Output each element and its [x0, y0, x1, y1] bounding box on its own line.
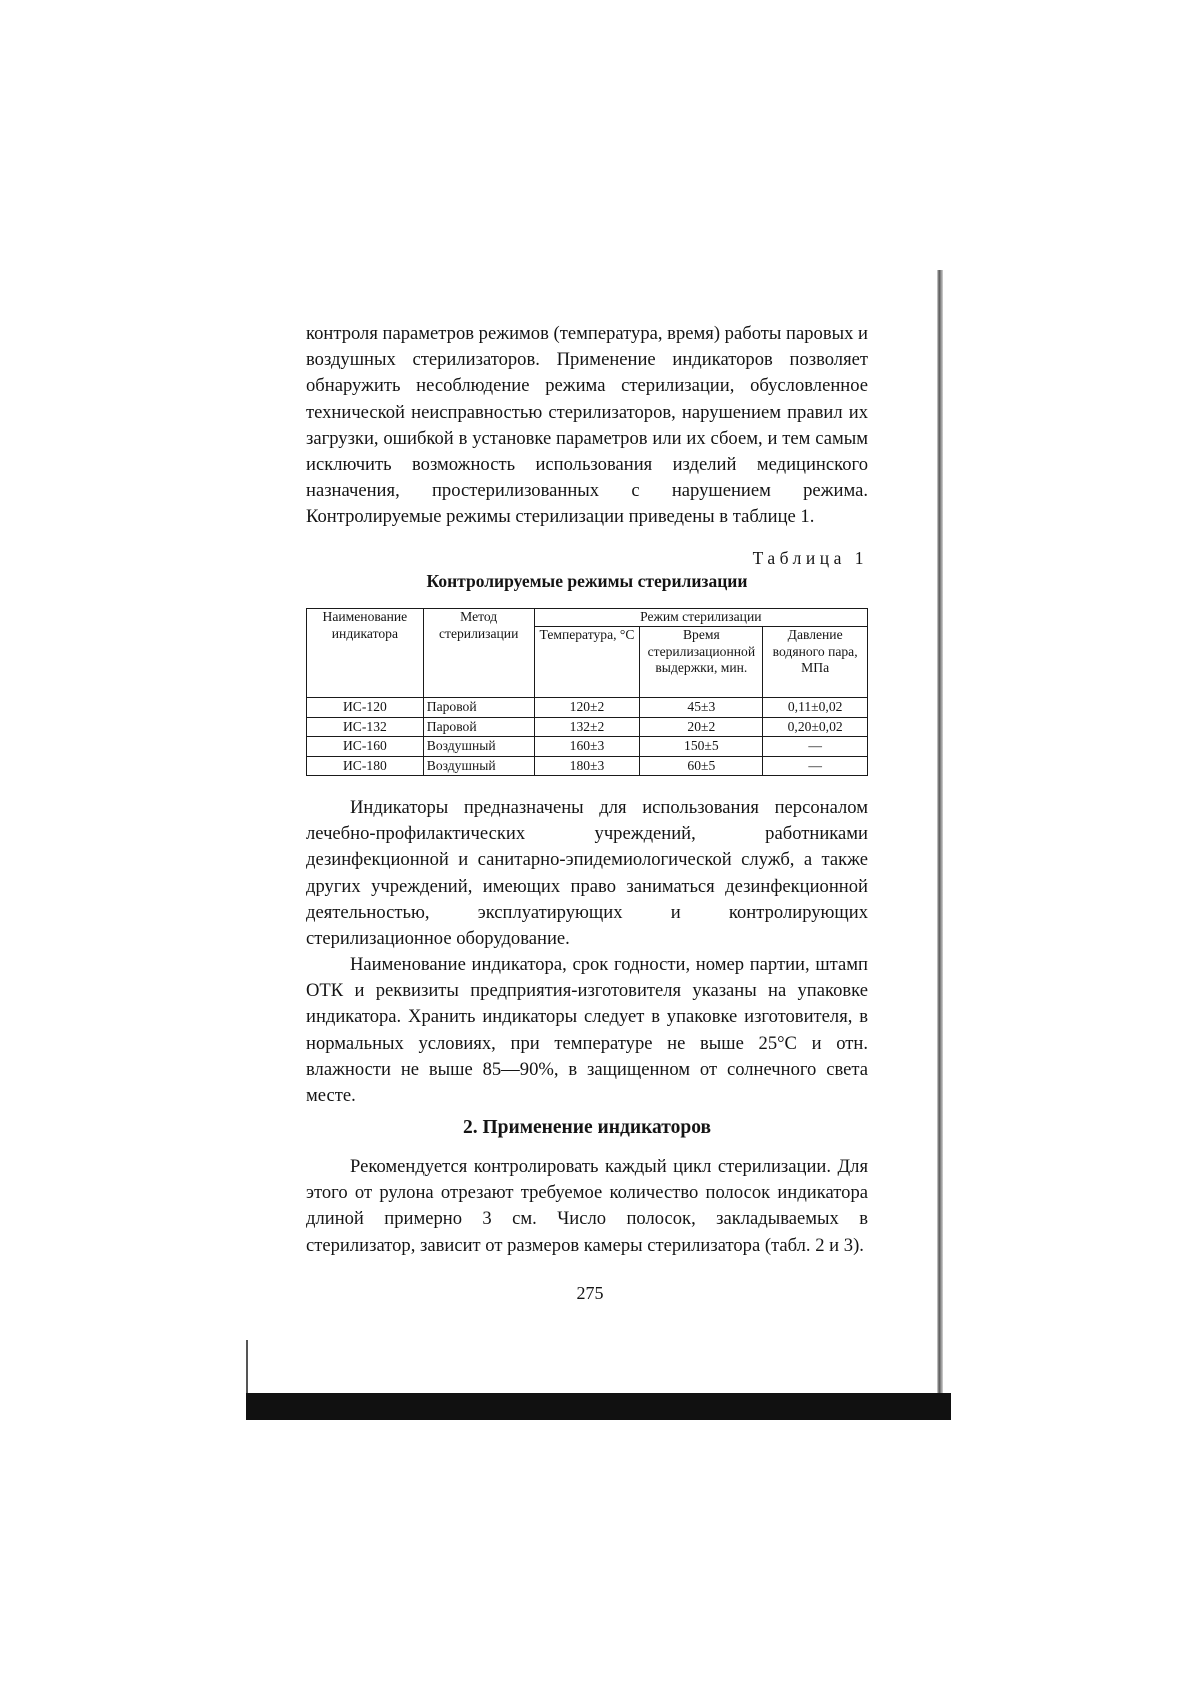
cell-time: 150±5 — [640, 737, 763, 757]
cell-time: 60±5 — [640, 756, 763, 776]
table-title: Контролируемые режимы стерилизации — [426, 571, 748, 591]
cell-temperature: 180±3 — [534, 756, 640, 776]
cell-name: ИС-160 — [307, 737, 424, 757]
cell-name: ИС-120 — [307, 698, 424, 718]
header-regime-group: Режим стерилизации — [534, 609, 867, 627]
cell-temperature: 160±3 — [534, 737, 640, 757]
table-header-row — [307, 609, 868, 627]
page-number: 275 — [576, 1283, 604, 1303]
section-heading: 2. Применение индикаторов — [462, 1117, 712, 1138]
header-method: Метод стерилизации — [423, 609, 534, 698]
table-label: Таблица 1 — [752, 548, 868, 568]
cell-pressure: 0,20±0,02 — [763, 717, 868, 737]
cell-name: ИС-132 — [307, 717, 424, 737]
cell-method: Паровой — [423, 717, 534, 737]
header-pressure: Давление водяного пара, МПа — [763, 627, 868, 698]
cell-temperature: 132±2 — [534, 717, 640, 737]
cell-time: 20±2 — [640, 717, 763, 737]
paragraph-intro: контроля параметров режимов (температура, время) работы паровых и воздушных стерилизаторов. Применение индикаторов позволяет обнаружить несоблюдение режима стерилизации, обусловленное технической неисправностью стерилизаторов, нарушением правил их загрузки, ошибкой в установке параметров или их сбоем, и тем самым исключить возможность использования изделий медицинского назначения, простерилизованных с нарушением режима. Контролируемые режимы стерилизации приведены в таблице 1. — [306, 323, 868, 528]
table-row — [307, 756, 868, 776]
paragraph-storage: Наименование индикатора, срок годности, номер партии, штамп ОТК и реквизиты предприятия-изготовителя указаны на упаковке индикатора. Хранить индикаторы следует в упаковке изготовителя, в нормальных условиях, при температуре не выше 25°С и отн. влажности не выше 85—90%, в защищенном от солнечного света месте. — [306, 954, 868, 1107]
header-temperature: Температура, °С — [534, 627, 640, 698]
paragraph-application: Рекомендуется контролировать каждый цикл стерилизации. Для этого от рулона отрезают требуемое количество полосок индикатора длиной примерно 3 см. Число полосок, закладываемых в стерилизатор, зависит от размеров камеры стерилизатора (табл. 2 и 3). — [306, 1156, 868, 1256]
cell-pressure: — — [763, 737, 868, 757]
cell-method: Паровой — [423, 698, 534, 718]
header-indicator-name: Наименование индикатора — [307, 609, 424, 698]
cell-time: 45±3 — [640, 698, 763, 718]
table-row — [307, 737, 868, 757]
table-row — [307, 717, 868, 737]
cell-name: ИС-180 — [307, 756, 424, 776]
header-time: Время стерилизационной выдержки, мин. — [640, 627, 763, 698]
cell-pressure: 0,11±0,02 — [763, 698, 868, 718]
cell-method: Воздушный — [423, 737, 534, 757]
paragraph-intended-use: Индикаторы предназначены для использования персоналом лечебно-профилактических учреждений, работниками дезинфекционной и санитарно-эпидемиологической служб, а также других учреждений, имеющих право заниматься дезинфекционной деятельностью, эксплуатирующих и контролирующих стерилизационное оборудование. — [306, 797, 868, 950]
page-right-edge-shadow — [937, 270, 943, 1395]
page-left-edge-mark — [246, 1340, 248, 1395]
table-row — [307, 698, 868, 718]
sterilization-regimes-table — [306, 608, 868, 776]
cell-pressure: — — [763, 756, 868, 776]
cell-temperature: 120±2 — [534, 698, 640, 718]
cell-method: Воздушный — [423, 756, 534, 776]
scan-black-band — [246, 1393, 951, 1420]
